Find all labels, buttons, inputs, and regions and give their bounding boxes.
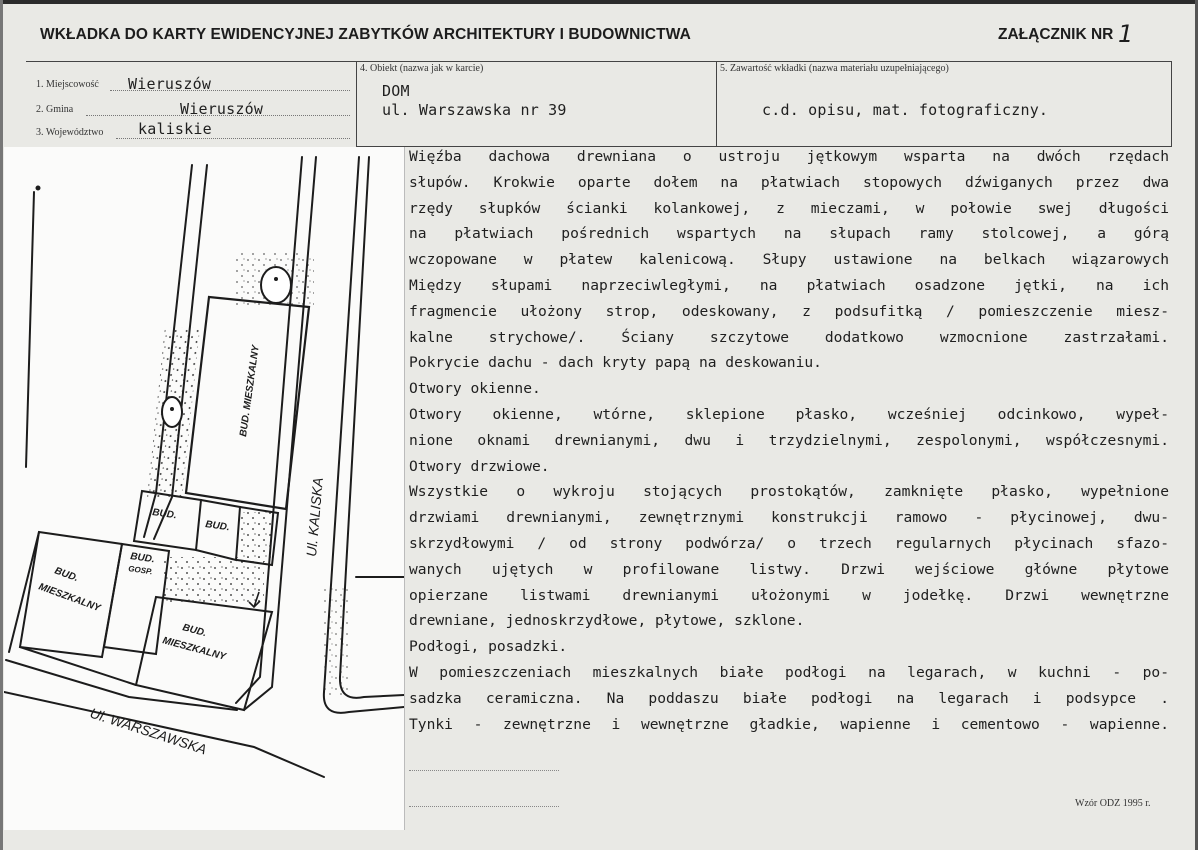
desc-line: Między słupami naprzeciwległymi, na płatwiach osadzone jętki, na ich [409,276,1169,294]
voivodeship-label: 3. Województwo [36,127,104,138]
form-title: WKŁADKA DO KARTY EWIDENCYJNEJ ZABYTKÓW ARCHITEKTURY I BUDOWNICTWA [40,26,691,43]
desc-line: opierzane listwami drewnianymi ułożonymi w jodełkę. Drzwi wewnętrzne [409,586,1169,604]
locality-value: Wieruszów [128,75,212,93]
desc-line: Pokrycie dachu - dach kryty papą na deskowaniu. [409,354,822,372]
desc-line: rzędy słupków ścianki kolankowej, z mieczami, w połowie swej długości [409,199,1169,217]
annex-number: 1 [1118,20,1134,48]
content-label: 5. Zawartość wkładki (nazwa materiału uzupełniającego) [720,63,949,74]
street-label-warszawska: Ul. WARSZAWSKA [88,704,209,758]
voivodeship-value: kaliskie [138,120,212,138]
label-bottom-2: MIESZKALNY [161,635,227,663]
site-sketch [4,147,405,830]
street-label-kaliska: Ul. KALISKA [303,476,326,558]
header-rule [26,61,1172,62]
desc-line: fragmencie ułożony strop, odeskowany, z podsufitką / pomieszczenie miesz- [409,302,1169,320]
form-model-note: Wzór ODZ 1995 r. [1075,798,1151,809]
object-label: 4. Obiekt (nazwa jak w karcie) [360,63,484,74]
desc-line: W pomieszczeniach mieszkalnych białe podłogi na legarach, w kuchni - po- [409,663,1169,681]
desc-line: drewniane, jednoskrzydłowe, płytowe, szklone. [409,612,805,630]
desc-line: skrzydłowymi / od strony podwórza/ o trzech regularnych płycinach sfazo- [409,534,1169,552]
desc-line: słupów. Krokwie oparte dołem na płatwiach stopowych dźwiganych przez dwa [409,173,1169,191]
desc-line: Więźba dachowa drewniana o ustroju jętkowym wsparta na dwóch rzędach [409,148,1169,165]
label-bud-2: BUD. [204,519,231,534]
locality-label: 1. Miejscowość [36,79,99,90]
desc-line: wczopowane w płatew kalenicową. Słupy ustawione na belkach wiązarowych [409,251,1169,269]
desc-line: Wszystkie o wykroju stojących prostokątów, zamknięte płasko, wypełnione [409,483,1169,501]
column-divider-2 [716,61,717,147]
commune-label: 2. Gmina [36,104,74,115]
site-plan-drawing [4,147,404,830]
left-border [0,0,3,850]
description-text [409,144,1169,737]
desc-line: nione oknami drewnianymi, dwu i trzydzielnymi, zespolonymi, współczesnymi. [409,431,1169,449]
desc-line: Otwory okienne, wtórne, sklepione płasko, wcześniej odcinkowo, wypeł- [409,405,1169,423]
label-gosp-2: GOSP. [127,564,154,577]
label-left-2: MIESZKALNY [36,581,102,615]
voivodeship-dots [116,138,350,139]
label-gosp-1: BUD. [129,551,156,566]
desc-line: na płatwiach pośrednich wspartych na słupach ramy stolcowej, a górą [409,225,1169,243]
label-bottom-1: BUD. [181,622,208,640]
signature-dots-2 [409,806,559,807]
content-value: c.d. opisu, mat. fotograficzny. [762,101,1049,119]
desc-line: Otwory okienne. [409,380,541,398]
tree-2 [162,397,182,427]
tree-1 [261,267,291,303]
object-line-1: DOM [382,82,410,100]
column-divider-1 [356,61,357,147]
desc-line: drzwiami drewnianymi, zewnętrznymi konstrukcji ramowo - płycinowej, dwu- [409,509,1169,527]
desc-line: sadzka ceramiczna. Na poddaszu białe podłogi na legarach i podsypce . [409,689,1169,707]
desc-line: kalne strychowe/. Ściany szczytowe dodatkowo wzmocnione zastrzałami. [409,328,1169,346]
label-left-1: BUD. [52,565,80,585]
top-border [0,0,1198,4]
annex-label: ZAŁĄCZNIK NR [998,26,1114,43]
label-main-building: BUD. MIESZKALNY [238,344,262,438]
desc-line: Tynki - zewnętrzne i wewnętrzne gładkie, wapienne i cementowo - wapienne. [409,715,1169,733]
label-bud-1: BUD. [151,507,178,522]
signature-dots-1 [409,770,559,771]
object-line-2: ul. Warszawska nr 39 [382,101,567,119]
column-divider-3 [1171,61,1172,147]
desc-line: Podłogi, posadzki. [409,638,568,656]
desc-line: wanych ujętych w profilowane listwy. Drzwi wejściowe główne płytowe [409,560,1169,578]
desc-line: Otwory drzwiowe. [409,457,550,475]
commune-value: Wieruszów [180,100,264,118]
